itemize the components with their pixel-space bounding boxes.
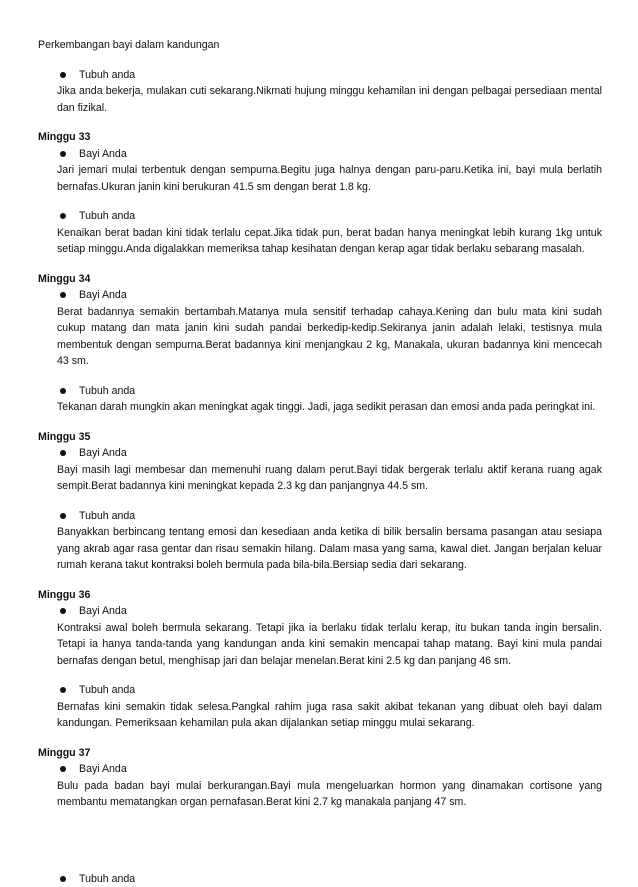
baby-paragraph-33: Jari jemari mulai terbentuk dengan sempurna.Begitu juga halnya dengan paru-paru.Ketika ini, bayi mula berlatih bernafas.Ukuran janin kini berukuran 41.5 sm dengan berat 1.8 kg. — [57, 162, 602, 195]
week-heading-35: Minggu 35 — [38, 429, 602, 446]
bullet-icon — [60, 687, 66, 693]
bullet-tubuh-anda — [38, 682, 602, 699]
bullet-bayi-anda — [38, 146, 602, 163]
bullet-label: Bayi Anda — [79, 763, 127, 775]
bullet-icon — [60, 608, 66, 614]
bullet-label: Bayi Anda — [79, 148, 127, 160]
bullet-tubuh-anda — [38, 208, 602, 225]
baby-paragraph-34: Berat badannya semakin bertambah.Matanya mula sensitif terhadap cahaya.Kening dan bulu mata kini sudah cukup matang dan mata janin kini sudah pandai berkedip-kedip.Sekiranya janin adalah lelaki, testisnya mula membentuk dengan sempurna.Berat badannya kini menjangkau 2 kg, Manakala, ukuran badannya kini mencecah 43 sm. — [57, 304, 602, 370]
document-page — [38, 37, 602, 887]
bullet-icon — [60, 450, 66, 456]
bullet-label: Tubuh anda — [79, 684, 135, 696]
bullet-icon — [60, 766, 66, 772]
week-heading-36: Minggu 36 — [38, 587, 602, 604]
bullet-label: Bayi Anda — [79, 289, 127, 301]
bullet-icon — [60, 292, 66, 298]
bullet-bayi-anda — [38, 445, 602, 462]
bullet-tubuh-anda — [38, 383, 602, 400]
bullet-label: Tubuh anda — [79, 210, 135, 222]
bullet-tubuh-anda — [38, 871, 602, 887]
body-paragraph-33: Kenaikan berat badan kini tidak terlalu cepat.Jika tidak pun, berat badan hanya meningkat lebih kurang 1kg untuk setiap minggu.Anda digalakkan memeriksa tahap kesihatan dengan kerap agar tidak berlaku sebarang masalah. — [57, 225, 602, 258]
bullet-label: Tubuh anda — [79, 385, 135, 397]
week-heading-33: Minggu 33 — [38, 129, 602, 146]
intro-paragraph: Jika anda bekerja, mulakan cuti sekarang.Nikmati hujung minggu kehamilan ini dengan pelbagai persediaan mental dan fizikal. — [57, 83, 602, 116]
body-paragraph-36: Bernafas kini semakin tidak selesa.Pangkal rahim juga rasa sakit akibat tekanan yang dibuat oleh bayi dalam kandungan. Pemeriksaan kehamilan pula akan dijalankan setiap minggu mulai sekarang. — [57, 699, 602, 732]
baby-paragraph-35: Bayi masih lagi membesar dan memenuhi ruang dalam perut.Bayi tidak bergerak terlalu aktif kerana ruang agak sempit.Berat badannya kini meningkat kepada 2.3 kg dan panjangnya 44.5 sm. — [57, 462, 602, 495]
document-title: Perkembangan bayi dalam kandungan — [38, 37, 602, 54]
bullet-bayi-anda — [38, 603, 602, 620]
bullet-label: Tubuh anda — [79, 873, 135, 885]
bullet-icon — [60, 151, 66, 157]
baby-paragraph-36: Kontraksi awal boleh bermula sekarang. Tetapi jika ia berlaku tidak terlalu kerap, itu bukan tanda ingin bersalin. Tetapi ia hanya tanda-tanda yang kandungan anda kini semakin mencapai tahap matang. Bayi kini mula pandai bernafas dengan betul, menghisap jari dan belajar menelan.Berat kini 2.5 kg dan panjang 46 sm. — [57, 620, 602, 670]
body-paragraph-35: Banyakkan berbincang tentang emosi dan kesediaan anda ketika di bilik bersalin bersama pasangan atau sesiapa yang akrab agar rasa gentar dan risau semakin hilang. Dalam masa yang sama, kawal diet. Jangan berjalan keluar rumah kerana takut kontraksi boleh bermula pada bila-bila.Bersiap sedia dari sekarang. — [57, 524, 602, 574]
bullet-label: Tubuh anda — [79, 510, 135, 522]
bullet-icon — [60, 876, 66, 882]
bullet-label: Bayi Anda — [79, 447, 127, 459]
bullet-icon — [60, 72, 66, 78]
week-heading-34: Minggu 34 — [38, 271, 602, 288]
bullet-label: Tubuh anda — [79, 69, 135, 81]
bullet-tubuh-anda — [38, 508, 602, 525]
bullet-label: Bayi Anda — [79, 605, 127, 617]
week-heading-37: Minggu 37 — [38, 745, 602, 762]
bullet-bayi-anda — [38, 287, 602, 304]
bullet-icon — [60, 388, 66, 394]
baby-paragraph-37: Bulu pada badan bayi mulai berkurangan.Bayi mula mengeluarkan hormon yang dinamakan cortisone yang membantu mematangkan organ pernafasan.Berat kini 2.7 kg manakala panjang 47 sm. — [57, 778, 602, 811]
bullet-icon — [60, 213, 66, 219]
body-paragraph-34: Tekanan darah mungkin akan meningkat agak tinggi. Jadi, jaga sedikit perasan dan emosi anda pada peringkat ini. — [57, 399, 602, 416]
bullet-icon — [60, 513, 66, 519]
bullet-tubuh-anda-intro — [38, 67, 602, 84]
bullet-bayi-anda — [38, 761, 602, 778]
